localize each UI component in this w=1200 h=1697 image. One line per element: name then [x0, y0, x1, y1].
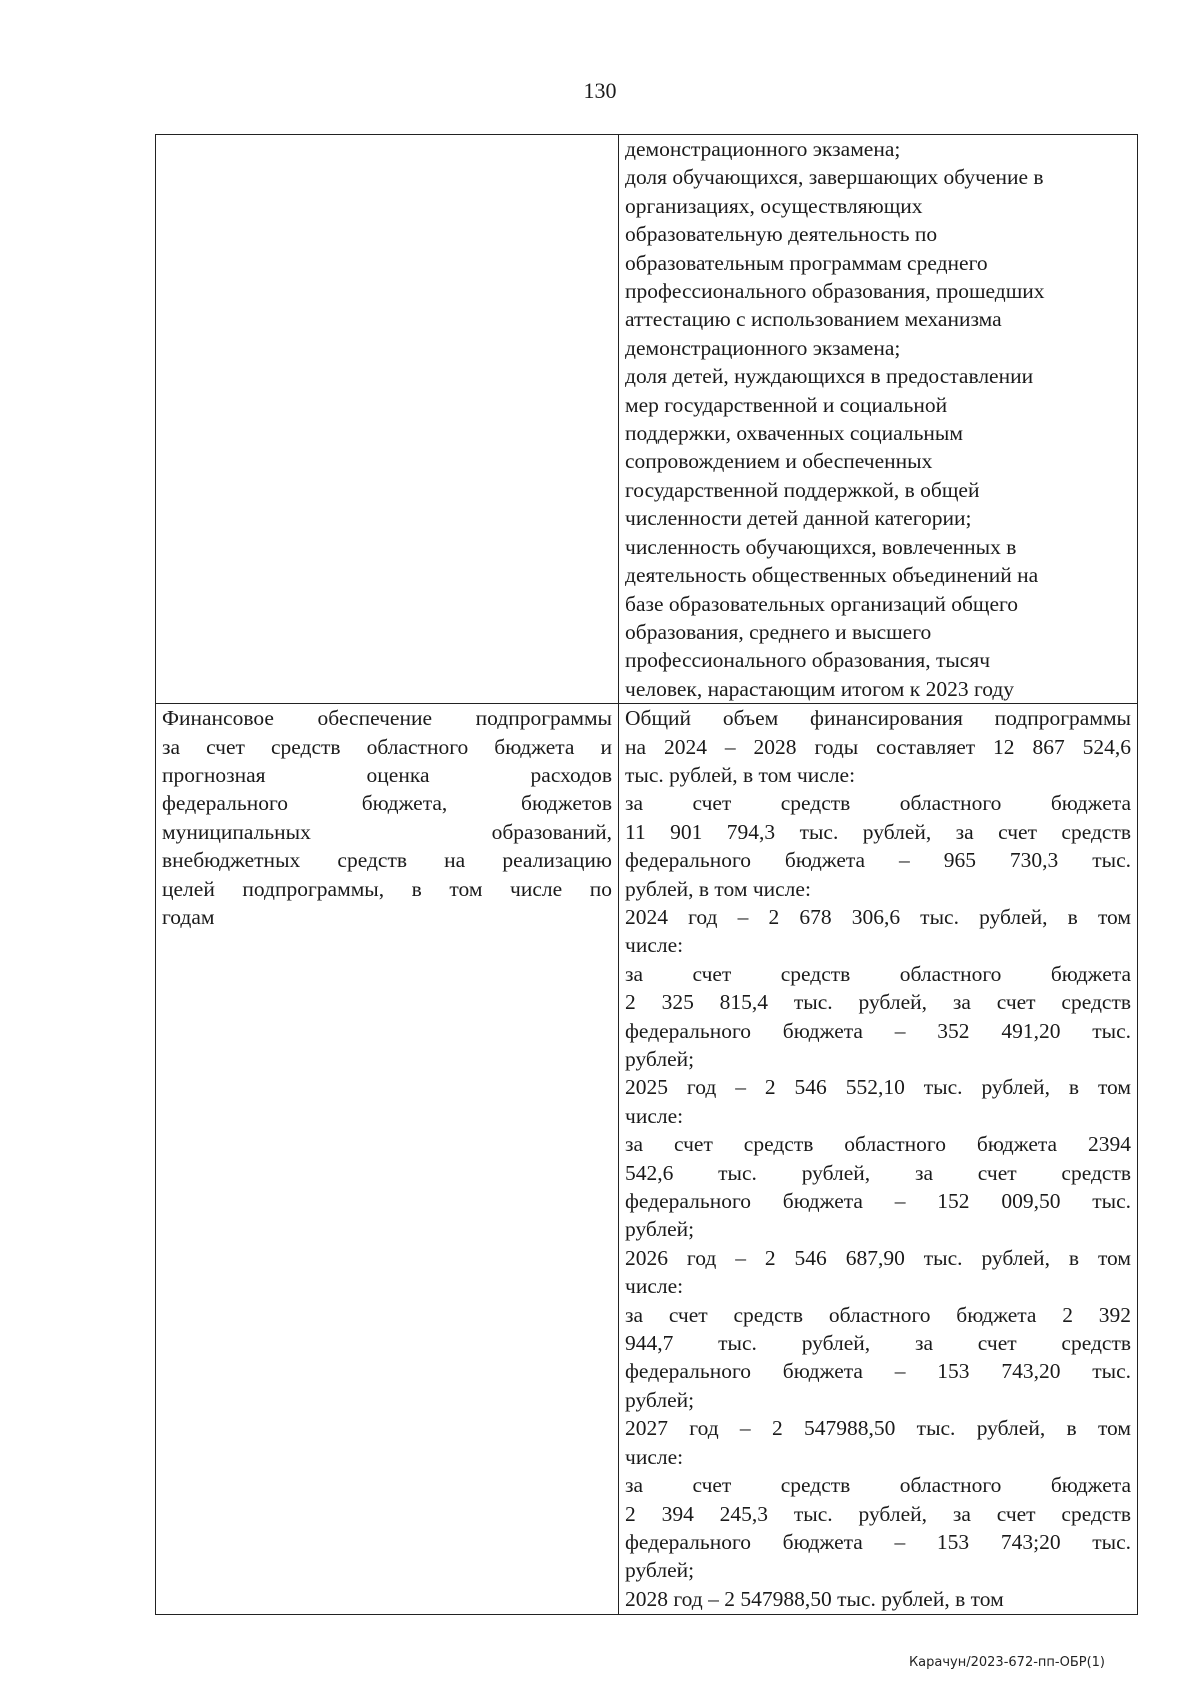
text-line: 2 325 815,4 тыс. рублей, за счет средств	[625, 990, 1131, 1015]
row2-left-cell	[156, 704, 619, 1615]
text-line: 2028 год – 2 547988,50 тыс. рублей, в том	[625, 1586, 1004, 1611]
text-line: за счет средств областного бюджета и	[162, 734, 612, 759]
text-line: за счет средств областного бюджета 2 392	[625, 1302, 1131, 1327]
text-line: рублей, в том числе:	[625, 876, 811, 901]
text-line: демонстрационного экзамена;	[625, 137, 901, 161]
text-line: годам	[162, 904, 215, 929]
text-line: сопровождением и обеспеченных	[625, 449, 933, 474]
text-line: 2024 год – 2 678 306,6 тыс. рублей, в том	[625, 904, 1131, 929]
text-line: за счет средств областного бюджета	[625, 1473, 1131, 1498]
text-line: базе образовательных организаций общего	[625, 591, 1019, 616]
financing-details-text	[625, 704, 1131, 1613]
text-line: человек, нарастающим итогом к 2023 году	[625, 676, 1015, 701]
text-line: целей подпрограммы, в том числе по	[162, 876, 612, 901]
text-line: за счет средств областного бюджета 2394	[625, 1132, 1131, 1157]
text-line: федерального бюджета, бюджетов	[162, 791, 612, 816]
table-row	[156, 135, 1138, 704]
text-line: тыс. рублей, в том числе:	[625, 762, 856, 787]
text-line: поддержки, охваченных социальным	[625, 421, 963, 446]
text-line: профессионального образования, прошедших	[625, 279, 1045, 304]
text-line: демонстрационного экзамена;	[625, 335, 901, 360]
text-line: 2 394 245,3 тыс. рублей, за счет средств	[625, 1501, 1131, 1526]
text-line: 542,6 тыс. рублей, за счет средств	[625, 1160, 1131, 1185]
indicators-text	[625, 135, 1131, 703]
text-line: 944,7 тыс. рублей, за счет средств	[625, 1331, 1131, 1356]
text-line: рублей;	[625, 1387, 695, 1412]
text-line: численность обучающихся, вовлеченных в	[625, 534, 1017, 559]
row1-left-cell	[156, 135, 619, 704]
text-line: 2025 год – 2 546 552,10 тыс. рублей, в том	[625, 1075, 1131, 1100]
financing-heading-text	[162, 704, 612, 931]
text-line: федерального бюджета – 153 743,20 тыс.	[625, 1359, 1131, 1384]
text-line: рублей;	[625, 1047, 695, 1071]
text-line: образовательным программам среднего	[625, 250, 988, 275]
text-line: 2027 год – 2 547988,50 тыс. рублей, в том	[625, 1416, 1131, 1441]
page-number: 130	[583, 78, 617, 103]
text-line: Финансовое обеспечение подпрограммы	[162, 706, 612, 731]
text-line: образования, среднего и высшего	[625, 619, 932, 644]
text-line: профессионального образования, тысяч	[625, 648, 991, 673]
text-line: числе:	[625, 1444, 684, 1469]
program-table	[155, 134, 1138, 1615]
text-line: федерального бюджета – 152 009,50 тыс.	[625, 1189, 1131, 1214]
text-line: рублей;	[625, 1558, 695, 1583]
text-line: аттестацию с использованием механизма	[625, 307, 1002, 332]
text-line: организациях, осуществляющих	[625, 193, 923, 218]
text-line: рублей;	[625, 1217, 695, 1242]
text-line: государственной поддержкой, в общей	[625, 477, 980, 502]
row1-right-cell	[619, 135, 1138, 704]
text-line: прогнозная оценка расходов	[162, 762, 612, 787]
text-line: за счет средств областного бюджета	[625, 961, 1131, 986]
text-line: 2026 год – 2 546 687,90 тыс. рублей, в том	[625, 1245, 1131, 1270]
text-line: муниципальных образований,	[162, 819, 612, 844]
text-line: внебюджетных средств на реализацию	[162, 848, 612, 873]
text-line: федерального бюджета – 965 730,3 тыс.	[625, 848, 1131, 873]
text-line: числе:	[625, 933, 684, 958]
text-line: федерального бюджета – 352 491,20 тыс.	[625, 1018, 1131, 1043]
text-line: на 2024 – 2028 годы составляет 12 867 524,6	[625, 734, 1131, 759]
text-line: 11 901 794,3 тыс. рублей, за счет средств	[625, 819, 1131, 844]
text-line: Общий объем финансирования подпрограммы	[625, 706, 1131, 731]
text-line: мер государственной и социальной	[625, 392, 948, 417]
document-footer-code: Карачун/2023-672-пп-ОБР(1)	[908, 1655, 1105, 1670]
text-line: федерального бюджета – 153 743;20 тыс.	[625, 1529, 1131, 1554]
text-line: числе:	[625, 1274, 684, 1299]
text-line: за счет средств областного бюджета	[625, 791, 1131, 816]
text-line: деятельность общественных объединений на	[625, 563, 1039, 588]
table-row	[156, 704, 1138, 1615]
text-line: доля обучающихся, завершающих обучение в	[625, 165, 1044, 190]
row2-right-cell	[619, 704, 1138, 1615]
text-line: числе:	[625, 1103, 684, 1128]
text-line: образовательную деятельность по	[625, 222, 938, 247]
text-line: численности детей данной категории;	[625, 506, 972, 531]
text-line: доля детей, нуждающихся в предоставлении	[625, 364, 1034, 389]
